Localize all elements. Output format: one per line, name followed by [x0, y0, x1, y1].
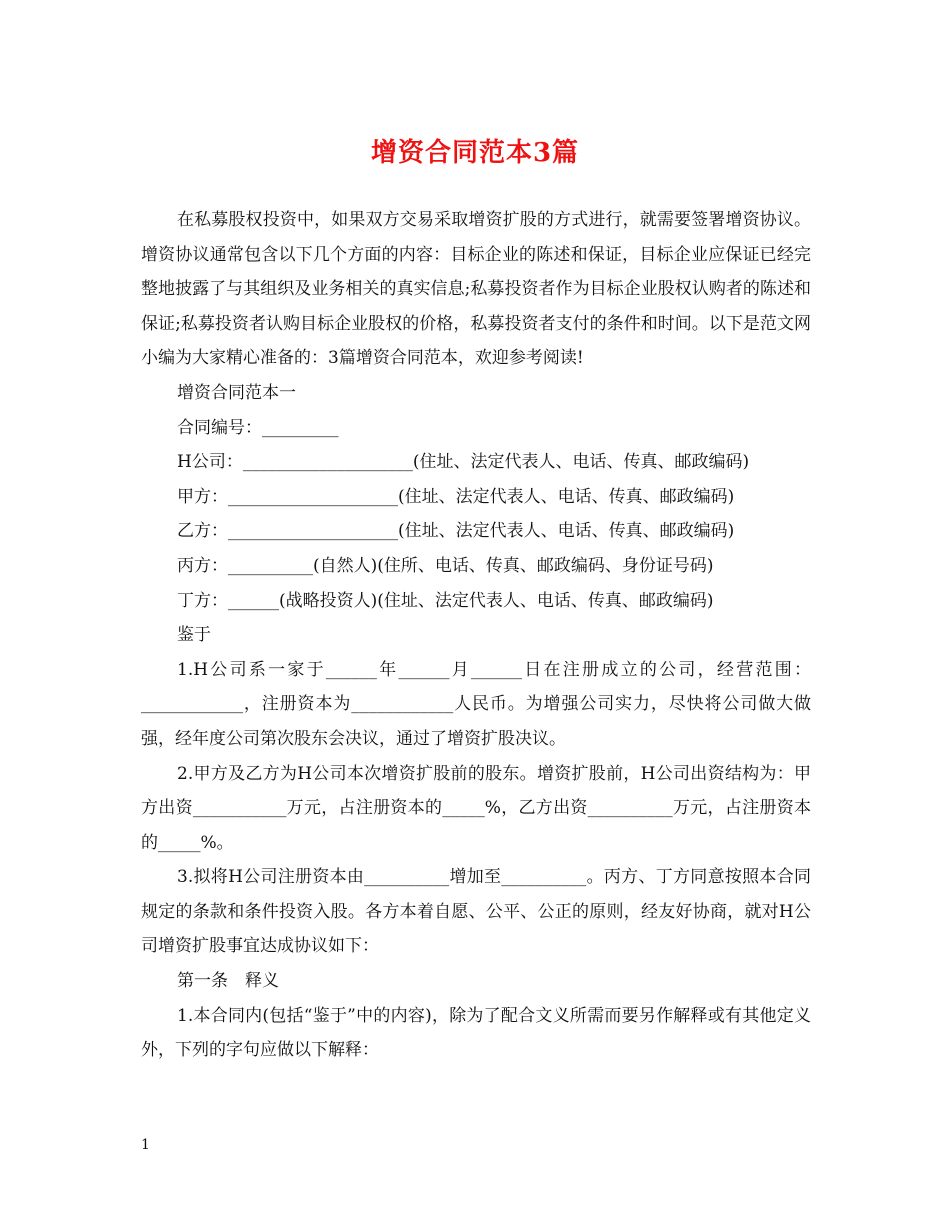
- party-a-line: 甲方：____________________(住址、法定代表人、电话、传真、邮政编码): [177, 486, 735, 507]
- section-heading: 增资合同范本一: [177, 382, 296, 403]
- whereas-heading: 鉴于: [177, 625, 211, 646]
- clause-3-paragraph: 3.拟将H公司注册资本由__________增加至__________。丙方、丁方同意按照本合同规定的条款和条件投资入股。各方本着自愿、公平、公正的原则，经友好协商，就对H公司增资扩股事宜达成协议如下：: [141, 867, 811, 957]
- party-h-line: H公司：____________________(住址、法定代表人、电话、传真、邮政编码): [177, 452, 750, 473]
- clause-2-paragraph: 2.甲方及乙方为H公司本次增资扩股前的股东。增资扩股前，H公司出资结构为：甲方出资___________万元，占注册资本的_____%，乙方出资__________万元，占注册资本的_____%。: [141, 763, 811, 853]
- intro-paragraph: 在私募股权投资中，如果双方交易采取增资扩股的方式进行，就需要签署增资协议。增资协议通常包含以下几个方面的内容：目标企业的陈述和保证，目标企业应保证已经完整地披露了与其组织及业务相关的真实信息;私募投资者作为目标企业股权认购者的陈述和保证;私募投资者认购目标企业股权的价格，私募投资者支付的条件和时间。以下是范文网小编为大家精心准备的：3篇增资合同范本，欢迎参考阅读!: [141, 210, 811, 369]
- contract-number-line: 合同编号：_________: [177, 417, 339, 438]
- document-title: 增资合同范本3篇: [370, 138, 580, 168]
- article-1-item-1-paragraph: 1.本合同内(包括“鉴于”中的内容)，除为了配合文义所需而要另作解释或有其他定义外，下列的字句应做以下解释：: [141, 1005, 811, 1061]
- party-b-line: 乙方：____________________(住址、法定代表人、电话、传真、邮政编码): [177, 521, 735, 542]
- clause-1-paragraph: 1.H公司系一家于______年______月______日在注册成立的公司，经营范围：____________，注册资本为____________人民币。为增强公司实力，尽快将公司做大做强，经年度公司第次股东会决议，通过了增资扩股决议。: [141, 659, 811, 749]
- document-body: [141, 203, 811, 1068]
- article-1-heading: 第一条 释义: [177, 971, 279, 992]
- party-c-line: 丙方：__________(自然人)(住所、电话、传真、邮政编码、身份证号码): [177, 555, 714, 576]
- page-number: 1: [141, 1137, 150, 1153]
- party-d-line: 丁方：______(战略投资人)(住址、法定代表人、电话、传真、邮政编码): [177, 590, 714, 611]
